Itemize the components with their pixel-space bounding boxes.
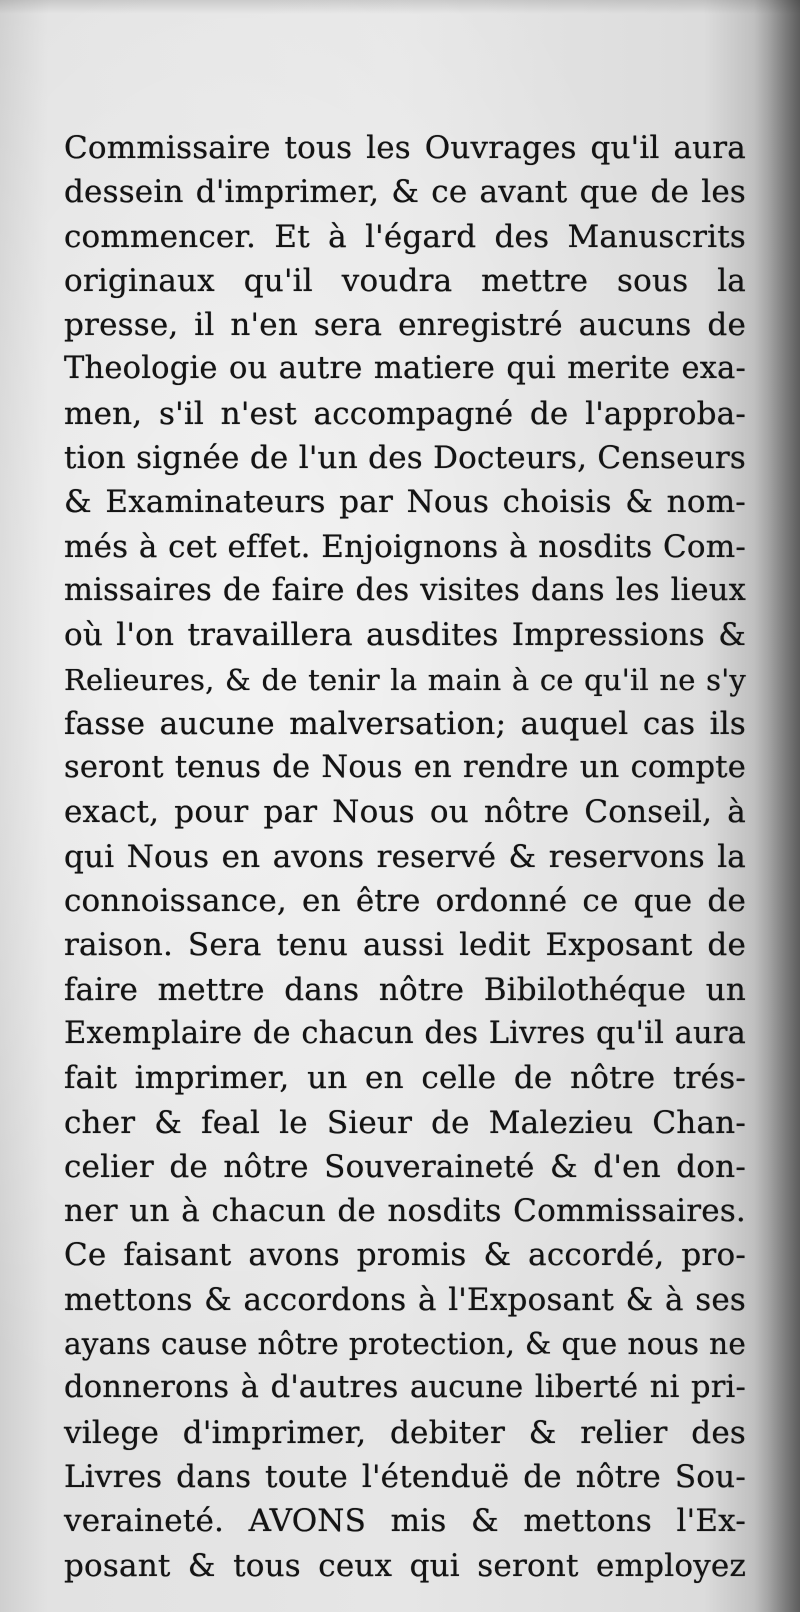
text-line: ayans cause nôtre protection, & que nous ne — [64, 1327, 746, 1362]
page-top-edge — [0, 0, 800, 14]
page-gutter-shadow — [754, 0, 800, 1612]
text-line: Livres dans toute l'étenduë de nôtre Sou- — [64, 1458, 746, 1495]
text-line: commencer. Et à l'égard des Manuscrits — [64, 218, 746, 255]
text-line: raison. Sera tenu aussi ledit Exposant de — [64, 927, 746, 964]
text-line: dessein d'imprimer, & ce avant que de les — [64, 174, 746, 211]
text-line: originaux qu'il voudra mettre sous la — [64, 262, 746, 299]
text-line: vilege d'imprimer, debiter & relier des — [64, 1414, 746, 1451]
text-line: Relieures, & de tenir la main à ce qu'il ne s'y — [64, 662, 746, 697]
text-line: & Examinateurs par Nous choisis & nom- — [64, 484, 746, 521]
text-line: més à cet effet. Enjoignons à nosdits Com- — [64, 528, 746, 565]
text-line: exact, pour par Nous ou nôtre Conseil, à — [64, 794, 746, 831]
text-line: cher & feal le Sieur de Malezieu Chan- — [64, 1104, 746, 1141]
text-line: posant & tous ceux qui seront employez — [64, 1547, 746, 1584]
text-line: Theologie ou autre matiere qui merite exa- — [64, 351, 746, 387]
text-line: qui Nous en avons reservé & reservons la — [64, 838, 746, 875]
text-line: fasse aucune malversation; auquel cas ils — [64, 705, 746, 742]
text-line: seront tenus de Nous en rendre un compte — [64, 750, 746, 786]
text-line: donnerons à d'autres aucune liberté ni pri- — [64, 1370, 746, 1406]
text-line: presse, il n'en sera enregistré aucuns de — [64, 307, 746, 344]
text-line: ner un à chacun de nosdits Commissaires. — [64, 1193, 746, 1230]
text-line: celier de nôtre Souveraineté & d'en don- — [64, 1148, 746, 1185]
text-line: connoissance, en être ordonné ce que de — [64, 883, 746, 920]
text-line: tion signée de l'un des Docteurs, Censeurs — [64, 440, 746, 477]
text-line: Exemplaire de chacun des Livres qu'il aura — [64, 1015, 746, 1051]
page-text-block — [64, 126, 746, 1588]
text-line: Commissaire tous les Ouvrages qu'il aura — [64, 130, 746, 166]
text-line: mettons & accordons à l'Exposant & à ses — [64, 1281, 746, 1318]
text-line: missaires de faire des visites dans les lieux — [64, 572, 746, 608]
text-line: fait imprimer, un en celle de nôtre trés- — [64, 1060, 746, 1097]
text-line: men, s'il n'est accompagné de l'approba- — [64, 395, 746, 432]
text-line: veraineté. AVONS mis & mettons l'Ex- — [64, 1503, 746, 1540]
text-line: faire mettre dans nôtre Bibilothéque un — [64, 971, 746, 1008]
text-line: où l'on travaillera ausdites Impressions & — [64, 617, 746, 654]
text-line: Ce faisant avons promis & accordé, pro- — [64, 1237, 746, 1274]
